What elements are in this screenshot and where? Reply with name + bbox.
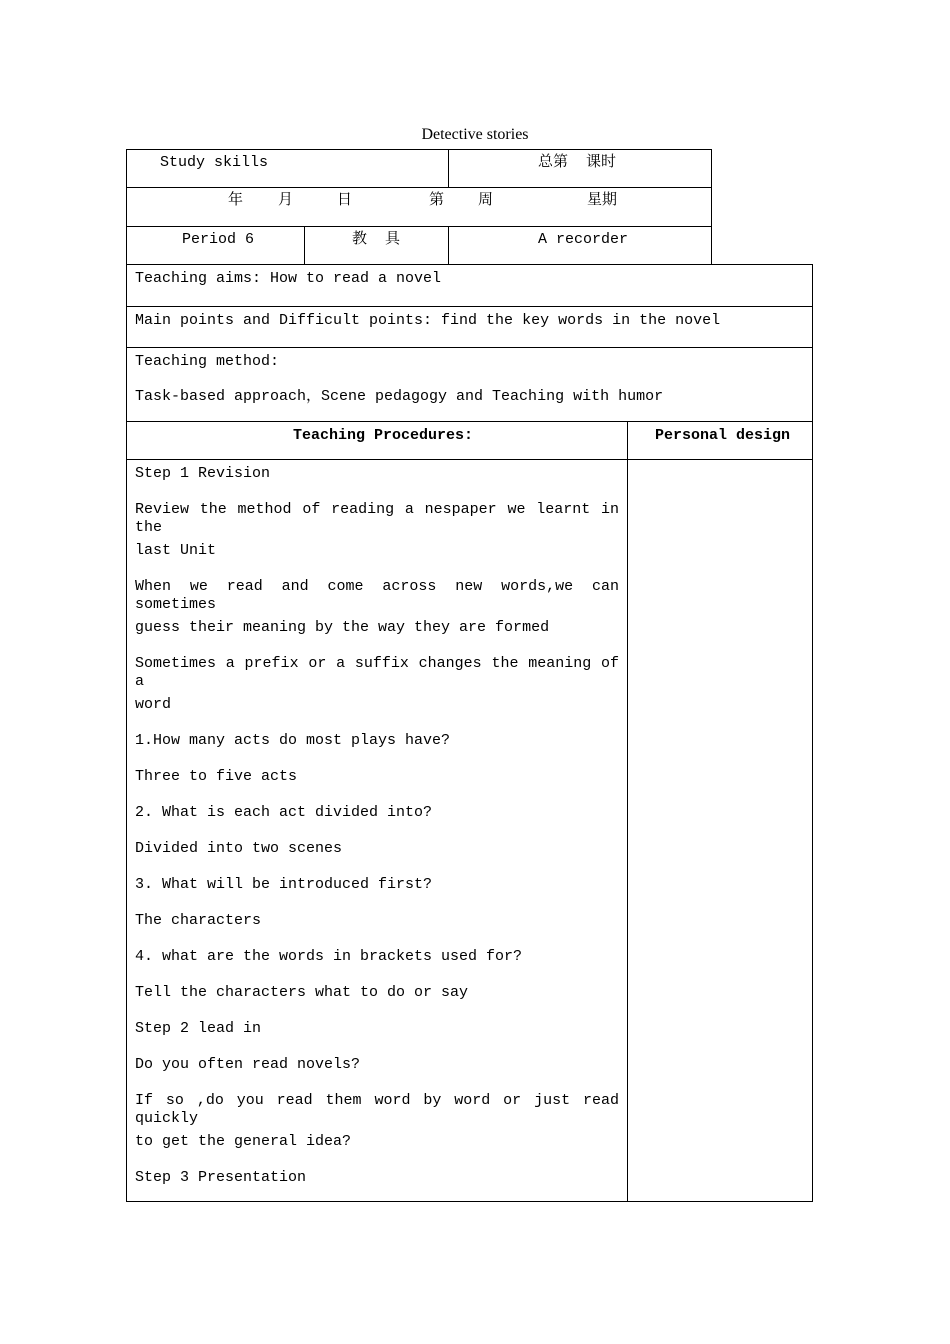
procedure-line: word [135,696,172,713]
header-row-divider [126,187,712,188]
lesson-total-label: 总第 课时 [538,154,617,171]
procedure-line: Do you often read novels? [135,1056,361,1073]
procedure-line: When we read and come across new words,we can sometimes [135,578,619,613]
procedure-line: If so ,do you read them word by word or just read quickly [135,1092,619,1127]
teaching-aids-label: 教 具 [352,231,401,248]
procedure-line: Tell the characters what to do or say [135,984,469,1001]
procedure-line: Sometimes a prefix or a suffix changes the meaning of a [135,655,619,690]
procedure-line: guess their meaning by the way they are formed [135,619,550,636]
weekday-label: 星期 [587,192,618,209]
procedure-line: Three to five acts [135,768,298,785]
teaching-aims: Teaching aims: How to read a novel [135,270,442,287]
procedures-header: Teaching Procedures: [293,427,474,444]
procedure-line: The characters [135,912,262,929]
procedure-line: 4. what are the words in brackets used for? [135,948,523,965]
procedure-line: Step 3 Presentation [135,1169,307,1186]
main-row-divider [126,347,813,348]
date-year: 年 [228,192,244,209]
week-label: 周 [478,192,494,209]
teaching-method-label: Teaching method: [135,353,280,370]
procedure-line: 3. What will be introduced first? [135,876,433,893]
week-prefix: 第 [429,192,445,209]
procedure-line: last Unit [135,542,217,559]
personal-design-header: Personal design [655,427,791,444]
study-skills-label: Study skills [160,154,269,171]
procedure-line: 1.How many acts do most plays have? [135,732,451,749]
teaching-method-value: Task-based approach，Scene pedagogy and Teaching with humor [135,388,664,405]
main-col-divider [627,421,628,1202]
main-row-divider [126,306,813,307]
header-row-divider [126,226,712,227]
procedure-line: to get the general idea? [135,1133,352,1150]
procedure-line: 2. What is each act divided into? [135,804,433,821]
procedure-line: Divided into two scenes [135,840,343,857]
period-label: Period 6 [182,231,255,248]
header-col-divider [304,226,305,265]
procedure-line: Step 1 Revision [135,465,271,482]
main-row-divider [126,459,813,460]
date-month: 月 [278,192,294,209]
procedure-line: Review the method of reading a nespaper we learnt in the [135,501,619,536]
document-title: Detective stories [421,126,529,143]
header-col-divider [448,149,449,187]
teaching-aids-value: A recorder [538,231,629,248]
header-col-divider [448,226,449,265]
main-row-divider [126,421,813,422]
main-points: Main points and Difficult points: find the key words in the novel [135,312,721,329]
procedure-line: Step 2 lead in [135,1020,262,1037]
date-day: 日 [337,192,353,209]
